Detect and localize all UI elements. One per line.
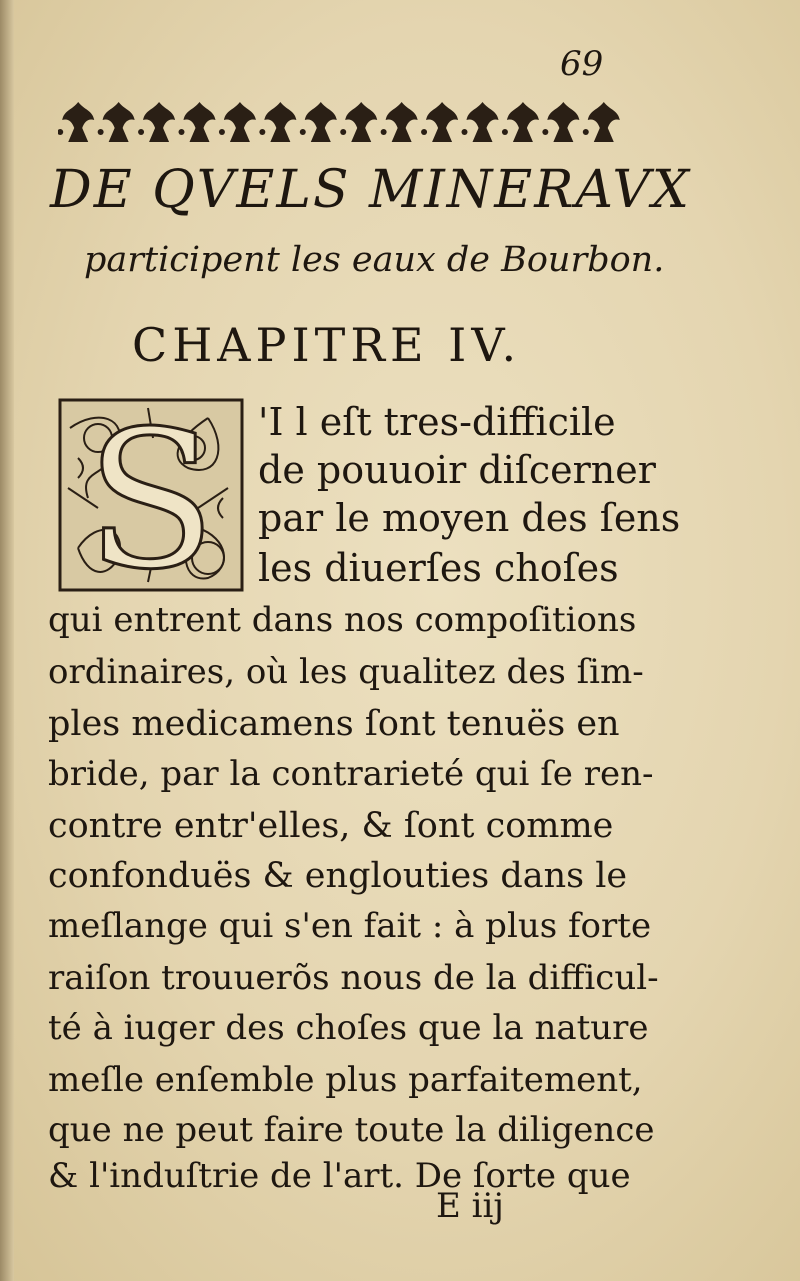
page-number: 69: [560, 44, 604, 84]
text-line: contre entr'elles, & ſont comme: [48, 806, 614, 846]
headpiece-ornament-icon: [58, 96, 624, 148]
text-line: ples medicamens ſont tenuës en: [48, 704, 620, 744]
fleuron-icon: [300, 102, 337, 142]
text-line: té à iuger des choſes que la nature: [48, 1008, 649, 1048]
text-line: meſlange qui s'en fait : à plus forte: [48, 906, 652, 946]
text-line: les diuerſes choſes: [258, 546, 619, 590]
fleuron-icon: [138, 102, 175, 142]
fleuron-icon: [381, 102, 418, 142]
drop-cap-letter: S: [85, 398, 217, 592]
text-line: que ne peut faire toute la diligence: [48, 1110, 655, 1150]
chapter-heading-line1: DE QVELS MINERAVX: [50, 160, 691, 220]
chapter-heading-line2: participent les eaux de Bourbon.: [84, 240, 665, 280]
fleuron-icon: [98, 102, 135, 142]
fleuron-icon: [58, 102, 94, 142]
fleuron-icon: [179, 102, 216, 142]
text-line: confonduës & englouties dans le: [48, 856, 628, 896]
fleuron-icon: [583, 102, 620, 142]
text-line: 'I l eſt tres-difficile: [258, 400, 616, 444]
text-line: qui entrent dans nos compoſitions: [48, 600, 637, 640]
text-line: raiſon trouuerõs nous de la difficul-: [48, 958, 659, 998]
page-gutter: [0, 0, 14, 1281]
text-line: bride, par la contrarieté qui ſe ren-: [48, 754, 654, 794]
text-line: ordinaires, où les qualitez des ſim-: [48, 652, 644, 692]
fleuron-icon: [421, 102, 458, 142]
chapter-title: CHAPITRE IV.: [132, 318, 522, 372]
fleuron-icon: [340, 102, 377, 142]
fleuron-icon: [259, 102, 296, 142]
text-line: meſle enſemble plus parfaitement,: [48, 1060, 643, 1100]
text-line: de pouuoir diſcerner: [258, 448, 656, 492]
floral-drop-cap-icon: [58, 398, 244, 592]
fleuron-icon: [219, 102, 256, 142]
fleuron-icon: [502, 102, 539, 142]
fleuron-icon: [542, 102, 579, 142]
fleuron-icon: [462, 102, 499, 142]
text-line: & l'induſtrie de l'art. De ſorte que: [48, 1156, 631, 1196]
signature-mark: E iij: [436, 1186, 504, 1226]
text-line: par le moyen des ſens: [258, 496, 681, 540]
